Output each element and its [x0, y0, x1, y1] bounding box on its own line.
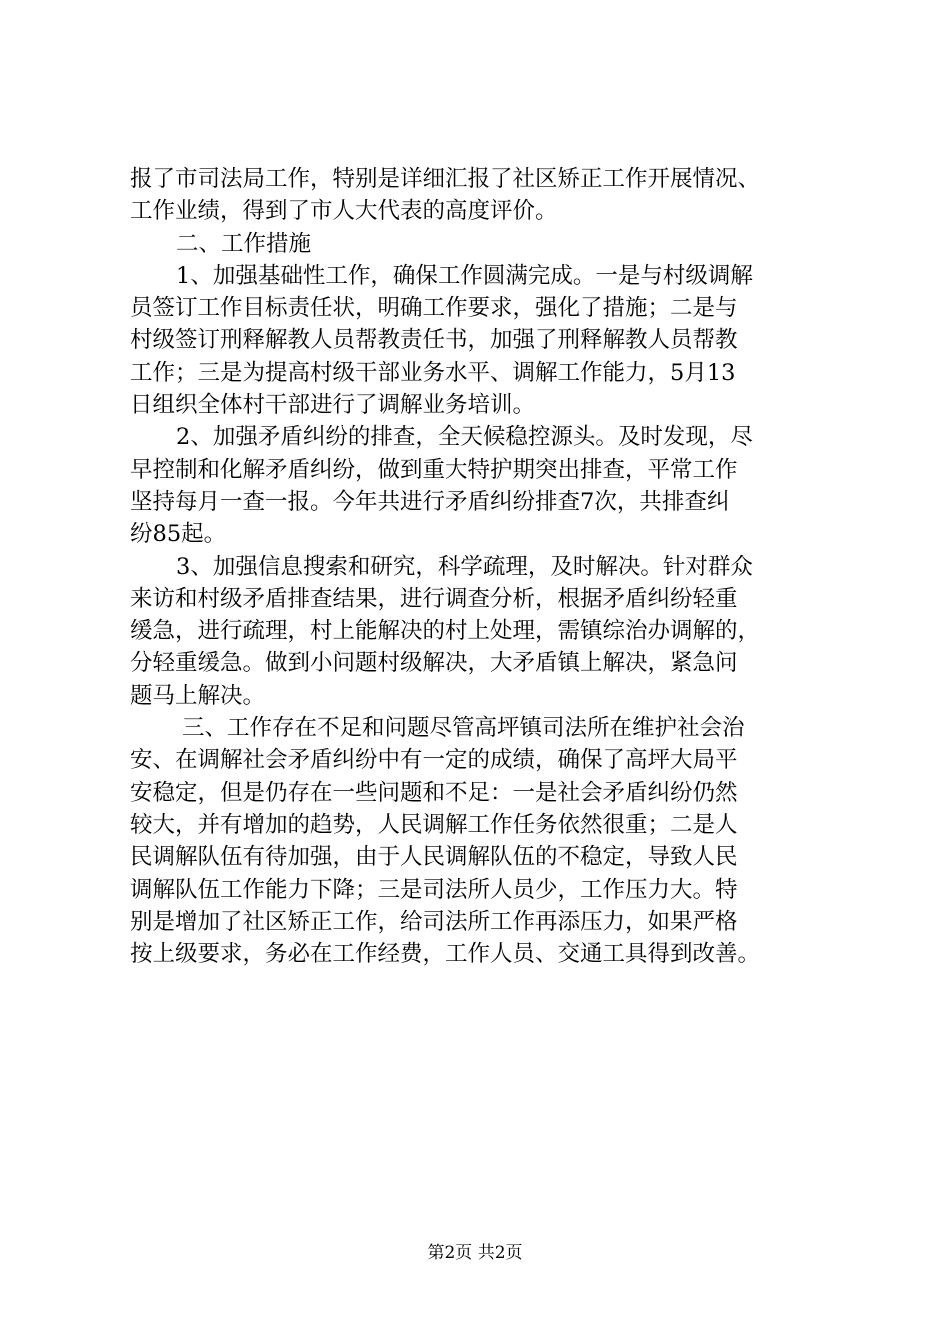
text-line: 员签订工作目标责任状，明确工作要求，强化了措施；二是与	[130, 295, 738, 322]
paragraph	[130, 551, 830, 712]
text-line: 分轻重缓急。做到小问题村级解决，大矛盾镇上解决，紧急问	[130, 650, 738, 677]
text-line: 来访和村级矛盾排查结果，进行调查分析，根据矛盾纠纷轻重	[130, 585, 738, 612]
text-line: 纷85起。	[130, 521, 227, 548]
paragraph	[130, 421, 830, 550]
text-line: 调解队伍工作能力下降；三是司法所人员少，工作压力大。特	[130, 876, 738, 903]
text-line: 村级签订刑释解教人员帮教责任书，加强了刑释解教人员帮教	[130, 327, 738, 354]
text-line: 工作；三是为提高村级干部业务水平、调解工作能力，5月13	[130, 359, 736, 386]
text-line: 1、加强基础性工作，确保工作圆满完成。一是与村级调解	[176, 262, 753, 289]
text-line: 3、加强信息搜索和研究，科学疏理，及时解决。针对群众	[176, 553, 753, 580]
text-line: 三、工作存在不足和问题尽管高坪镇司法所在维护社会治	[182, 715, 745, 742]
text-line: 安、在调解社会矛盾纠纷中有一定的成绩，确保了高坪大局平	[130, 747, 738, 774]
paragraph	[130, 260, 830, 421]
text-line: 坚持每月一查一报。今年共进行矛盾纠纷排查7次，共排查纠	[130, 488, 730, 515]
text-line: 题马上解决。	[130, 682, 266, 709]
text-line: 工作业绩，得到了市人大代表的高度评价。	[130, 198, 558, 225]
section-heading	[130, 228, 830, 260]
text-line: 较大，并有增加的趋势，人民调解工作任务依然很重；二是人	[130, 811, 738, 838]
text-line: 2、加强矛盾纠纷的排查，全天候稳控源头。及时发现，尽	[176, 424, 753, 451]
page-footer	[0, 1241, 950, 1265]
paragraph	[130, 712, 830, 970]
text-line: 日组织全体村干部进行了调解业务培训。	[130, 392, 536, 419]
text-line: 早控制和化解矛盾纠纷，做到重大特护期突出排查，平常工作	[130, 456, 738, 483]
text-line: 民调解队伍有待加强，由于人民调解队伍的不稳定，导致人民	[130, 844, 738, 871]
text-line: 别是增加了社区矫正工作，给司法所工作再添压力，如果严格	[130, 908, 738, 935]
paragraph	[130, 163, 830, 228]
text-line: 报了市司法局工作，特别是详细汇报了社区矫正工作开展情况、	[130, 166, 761, 192]
text-line: 二、工作措施	[176, 230, 312, 257]
text-line: 缓急，进行疏理，村上能解决的村上处理，需镇综治办调解的，	[130, 618, 761, 645]
text-line: 按上级要求，务必在工作经费，工作人员、交通工具得到改善。	[130, 941, 761, 968]
text-line: 安稳定，但是仍存在一些问题和不足：一是社会矛盾纠纷仍然	[130, 779, 738, 806]
document-body	[130, 163, 830, 970]
page-number: 第2页 共2页	[427, 1243, 523, 1263]
